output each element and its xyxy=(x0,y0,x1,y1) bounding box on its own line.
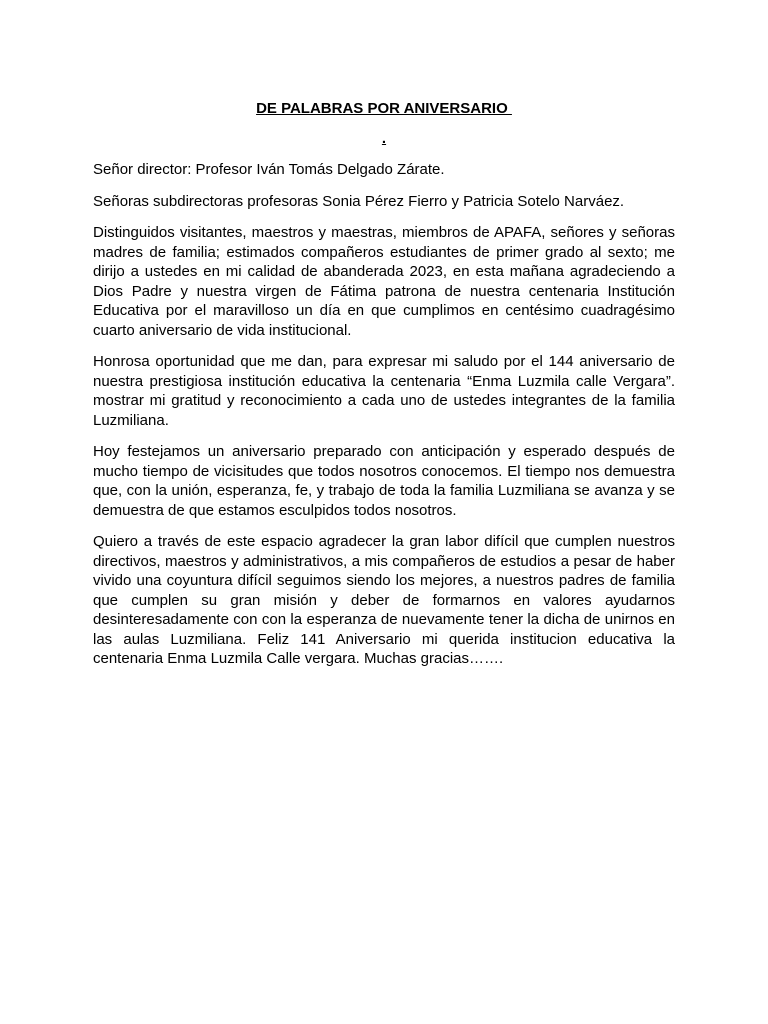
paragraph-salutation-director: Señor director: Profesor Iván Tomás Delgado Zárate. xyxy=(93,161,445,178)
document-body xyxy=(93,100,675,681)
title-mark: . xyxy=(381,130,387,147)
paragraph-thanks: Quiero a través de este espacio agradecer la gran labor difícil que cumplen nuestros directivos, maestros y administrativos, a mis compañeros de estudios a pesar de haber vivido una coyuntura difícil seguimos siendo los mejores, a nuestros padres de familia que cumplen su gran misión y deber de formarnos en valores ayudarnos desinteresadamente con con la esperanza de nuevamente tener la dicha de unirnos en las aulas Luzmiliana. Feliz 141 Aniversario mi querida institucion educativa la centenaria Enma Luzmila Calle vergara. Muchas gracias……. xyxy=(93,533,675,667)
document-title: DE PALABRAS POR ANIVERSARIO xyxy=(256,100,512,117)
paragraph-opportunity: Honrosa oportunidad que me dan, para expresar mi saludo por el 144 aniversario de nuestra prestigiosa institución educativa la centenaria “Enma Luzmila calle Vergara”. mostrar mi gratitud y reconocimiento a cada uno de ustedes integrantes de la familia Luzmiliana. xyxy=(93,353,675,429)
paragraph-salutation-subdirectors: Señoras subdirectoras profesoras Sonia Pérez Fierro y Patricia Sotelo Narváez. xyxy=(93,192,625,210)
paragraph-greeting-visitors: Distinguidos visitantes, maestros y maestras, miembros de APAFA, señores y señoras madres de familia; estimados compañeros estudiantes de primer grado al sexto; me dirijo a ustedes en mi calidad de abanderada 2023, en esta mañana agradeciendo a Dios Padre y nuestra virgen de Fátima patrona de nuestra centenaria Institución Educativa por el maravilloso un día en que cumplimos en centésimo cuadragésimo cuarto aniversario de vida institucional. xyxy=(93,224,675,339)
paragraph-celebration: Hoy festejamos un aniversario preparado con anticipación y esperado después de mucho tiempo de vicisitudes que todos nosotros conocemos. El tiempo nos demuestra que, con la unión, esperanza, fe, y trabajo de toda la familia Luzmiliana se avanza y se demuestra de que estamos esculpidos todos nosotros. xyxy=(93,443,675,519)
